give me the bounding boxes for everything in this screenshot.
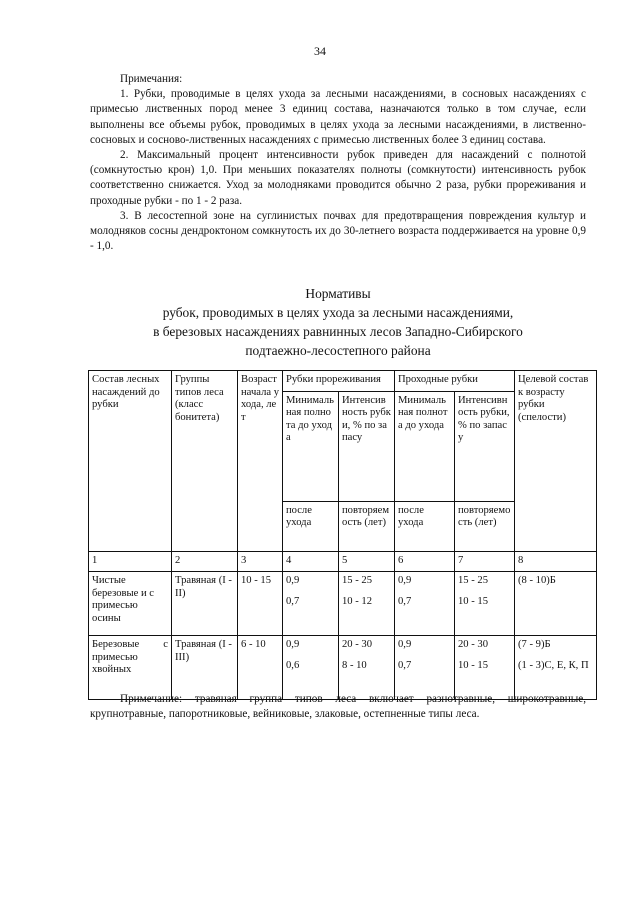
- value: 15 - 25: [458, 575, 489, 587]
- value: 0,7: [398, 659, 412, 671]
- value: 0,9: [286, 639, 300, 651]
- column-number: 5: [339, 551, 395, 572]
- row-target: [515, 572, 597, 636]
- column-number: 4: [283, 551, 339, 572]
- note-item-3: 3. В лесостепной зоне на суглинистых почвах для предотвращения повреждения культур и молодняков сосны дендроктоном сомкнутость их до 30-летнего возраста поддерживается на уровне 0,9 - 1,0.: [90, 209, 586, 253]
- column-number-row: [89, 551, 597, 572]
- header-passage-intensity: Интенсивность рубки, % по запасу: [455, 391, 515, 501]
- footnote-section: [90, 692, 586, 722]
- value: 10 - 12: [342, 595, 373, 607]
- row-age: 10 - 15: [238, 572, 283, 636]
- row-composition: Березовые с примесью хвойных: [89, 636, 172, 700]
- row-passage-density: [395, 572, 455, 636]
- value: 8 - 10: [342, 659, 367, 671]
- header-passage-after: после ухода: [395, 501, 455, 551]
- row-passage-intensity: [455, 636, 515, 700]
- value: (1 - 3)С, Е, К, П: [518, 659, 589, 671]
- notes-section: [90, 72, 586, 254]
- value: 0,7: [398, 595, 412, 607]
- column-number: 7: [455, 551, 515, 572]
- row-passage-intensity: [455, 572, 515, 636]
- value: (7 - 9)Б: [518, 639, 551, 651]
- header-forest-type-groups: Группы типов леса (класс бонитета): [172, 371, 238, 552]
- row-thinning-intensity: [339, 572, 395, 636]
- value: 0,7: [286, 595, 300, 607]
- table-row: [89, 572, 597, 636]
- header-thinning-min-density: Минимальная полнота до ухода: [283, 391, 339, 501]
- header-passage-min-density: Минимальная полнота до ухода: [395, 391, 455, 501]
- value: 0,9: [286, 575, 300, 587]
- header-age: Возраст начала ухода, лет: [238, 371, 283, 552]
- column-number: 6: [395, 551, 455, 572]
- row-age: 6 - 10: [238, 636, 283, 700]
- header-thinning-intensity: Интенсивность рубки, % по запасу: [339, 391, 395, 501]
- note-item-1: 1. Рубки, проводимые в целях ухода за лесными насаждениями, в сосновых насаждениях с примесью лиственных пород менее 3 единиц состава, назначаются только в том случае, если выполнены все объемы рубок, проводимых в целях ухода за лесными насаждениями, в лиственно-сосновых и сосново-лиственных насаждениях с примесью лиственных более 3 единиц состава.: [90, 88, 586, 146]
- value: 20 - 30: [342, 639, 373, 651]
- value: 10 - 15: [458, 595, 489, 607]
- header-passage-repeat: повторяемость (лет): [455, 501, 515, 551]
- row-target: [515, 636, 597, 700]
- header-row-1: [89, 371, 597, 392]
- table-row: [89, 636, 597, 700]
- row-thinning-density: [283, 636, 339, 700]
- norms-table: [88, 370, 597, 700]
- header-passage: Проходные рубки: [395, 371, 515, 392]
- value: 0,9: [398, 639, 412, 651]
- table-title: [90, 284, 586, 360]
- note-item-2: 2. Максимальный процент интенсивности рубок приведен для насаждений с полнотой (сомкнутостью крон) 1,0. При меньших показателях полноты (сомкнутости) интенсивность рубок соответственно снижается. Уход за молодняками проводится обычно 2 раза, рубки прореживания и проходные рубки - по 1 - 2 раза.: [90, 149, 586, 207]
- column-number: 8: [515, 551, 597, 572]
- row-forest-type: Травяная (I - II): [172, 572, 238, 636]
- page-number: 34: [314, 44, 326, 58]
- value: 10 - 15: [458, 659, 489, 671]
- row-forest-type: Травяная (I - III): [172, 636, 238, 700]
- value: 15 - 25: [342, 575, 373, 587]
- value: 20 - 30: [458, 639, 489, 651]
- header-thinning-after: после ухода: [283, 501, 339, 551]
- row-composition: Чистые березовые и с примесью осины: [89, 572, 172, 636]
- footnote-text: Примечание: травяная группа типов леса включает разнотравные, широкотравные, крупнотравные, папоротниковые, вейниковые, злаковые, остепненные типы леса.: [90, 693, 586, 721]
- table-title-line-1: Нормативы: [305, 286, 371, 301]
- notes-heading: Примечания:: [120, 73, 183, 85]
- row-thinning-intensity: [339, 636, 395, 700]
- header-thinning-repeat: повторяемость (лет): [339, 501, 395, 551]
- row-passage-density: [395, 636, 455, 700]
- column-number: 3: [238, 551, 283, 572]
- table-title-line-2: рубок, проводимых в целях ухода за лесными насаждениями,: [162, 305, 514, 320]
- row-thinning-density: [283, 572, 339, 636]
- column-number: 2: [172, 551, 238, 572]
- column-number: 1: [89, 551, 172, 572]
- header-thinning: Рубки прореживания: [283, 371, 395, 392]
- header-composition: Состав лесных насаждений до рубки: [89, 371, 172, 552]
- table-title-line-3: в березовых насаждениях равнинных лесов Западно-Сибирского: [153, 324, 523, 339]
- table-title-line-4: подтаежно-лесостепного района: [245, 343, 431, 358]
- header-target: Целевой состав к возрасту рубки (спелости): [515, 371, 597, 552]
- value: 0,9: [398, 575, 412, 587]
- value: (8 - 10)Б: [518, 575, 556, 587]
- value: 0,6: [286, 659, 300, 671]
